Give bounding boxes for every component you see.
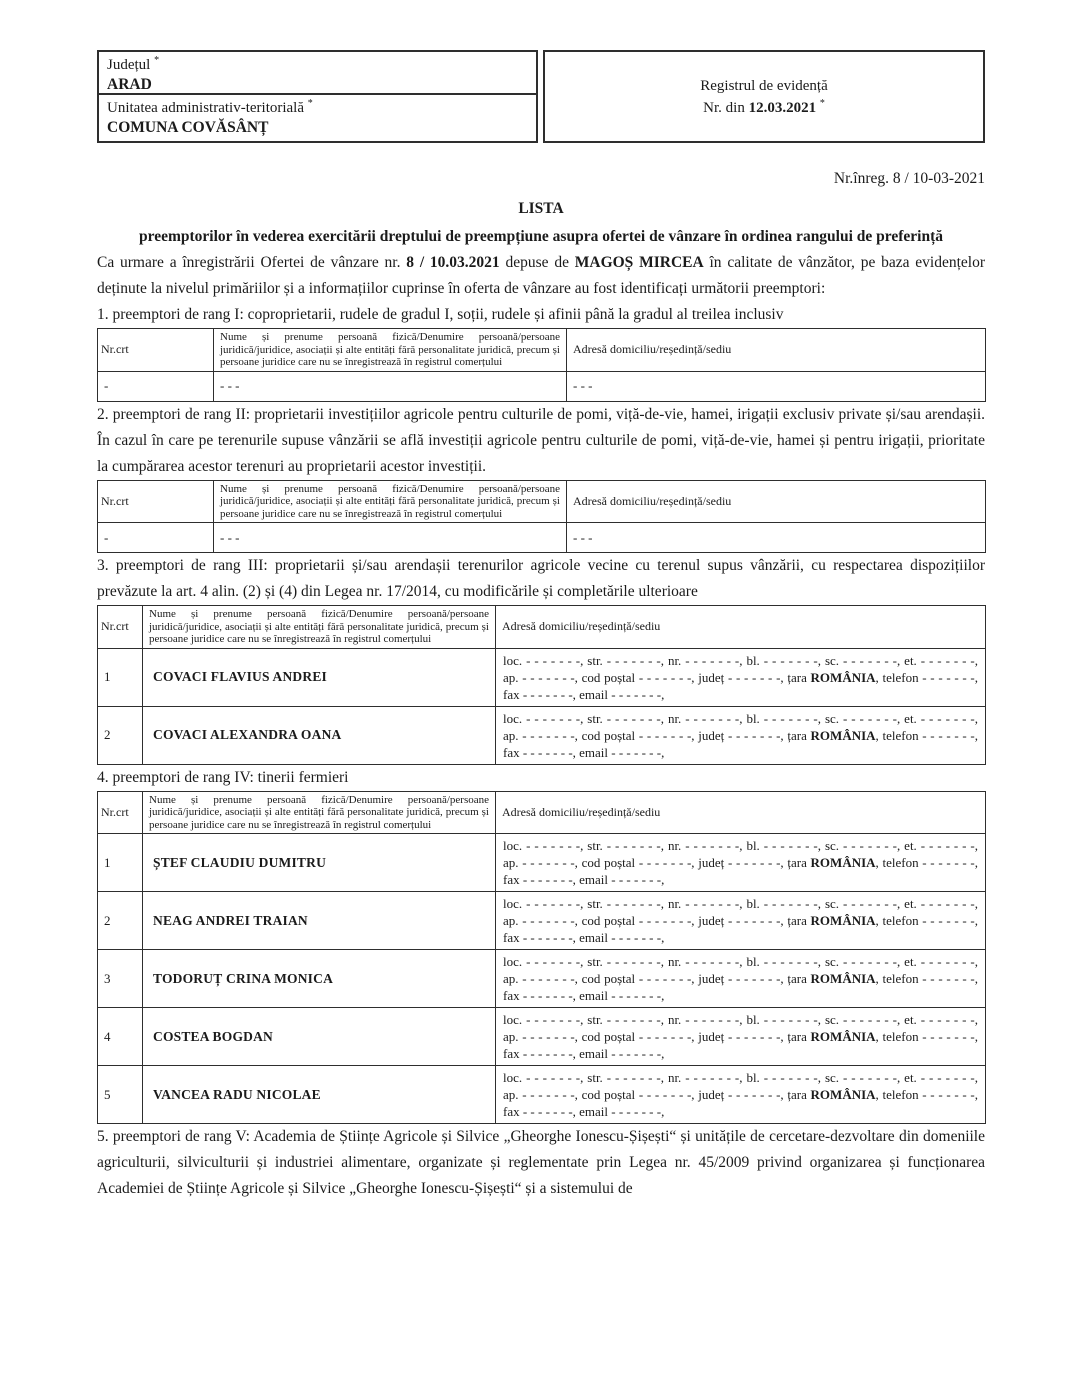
address-line3: fax - - - - - - -, email - - - - - - -, xyxy=(503,1104,665,1119)
cell-num: 5 xyxy=(98,1066,143,1124)
cell-num: 1 xyxy=(98,648,143,706)
col-header-nrcrt: Nr.crt xyxy=(98,480,214,523)
cell-num: 4 xyxy=(98,1008,143,1066)
table-rang2-header xyxy=(98,480,986,523)
cell-num: - xyxy=(98,523,214,553)
seller-name: MAGOȘ MIRCEA xyxy=(574,254,704,271)
cell-name: - - - xyxy=(214,523,567,553)
table-row-preemptor xyxy=(98,1008,986,1066)
table-row-preemptor xyxy=(98,950,986,1008)
address-line1: loc. - - - - - - -, str. - - - - - - -, nr. - - - - - - -, bl. - - - - - - -, sc. - - - - - - -, et. - - - - - - -, xyxy=(503,710,978,726)
address-line2 xyxy=(503,727,978,744)
address-line2-pre: ap. - - - - - - -, cod poștal - - - - - - -, județ - - - - - - -, țara xyxy=(503,1029,811,1044)
address-line1: loc. - - - - - - -, str. - - - - - - -, nr. - - - - - - -, bl. - - - - - - -, sc. - - - - - - -, et. - - - - - - -, xyxy=(503,1070,978,1085)
registry-asterisk: * xyxy=(819,97,825,109)
address-country: ROMÂNIA xyxy=(810,1029,876,1044)
cell-num: 3 xyxy=(98,950,143,1008)
col-header-nrcrt: Nr.crt xyxy=(98,791,143,834)
document-subtitle: preemptorilor în vederea exercitării dreptului de preempțiune asupra ofertei de vânzare în ordinea rangului de preferință xyxy=(138,228,944,245)
col-header-address: Adresă domiciliu/reședință/sediu xyxy=(496,606,986,649)
page-bottom-cutoff xyxy=(0,1356,1079,1400)
registry-box xyxy=(543,50,985,143)
col-header-address: Adresă domiciliu/reședință/sediu xyxy=(567,329,986,372)
address-line2 xyxy=(503,970,978,987)
address-line2-pre: ap. - - - - - - -, cod poștal - - - - - - -, județ - - - - - - -, țara xyxy=(503,669,811,685)
address-line2 xyxy=(503,669,978,686)
address-line1: loc. - - - - - - -, str. - - - - - - -, nr. - - - - - - -, bl. - - - - - - -, sc. - - - - - - -, et. - - - - - - -, xyxy=(503,838,978,853)
address-line3: fax - - - - - - -, email - - - - - - -, xyxy=(503,744,665,760)
uat-label-text: Unitatea administrativ-teritorială xyxy=(107,100,305,116)
address-line1: loc. - - - - - - -, str. - - - - - - -, nr. - - - - - - -, bl. - - - - - - -, sc. - - - - - - -, et. - - - - - - -, xyxy=(503,896,978,911)
address-country: ROMÂNIA xyxy=(810,1087,876,1102)
county-value: ARAD xyxy=(107,76,152,93)
address-line2-pre: ap. - - - - - - -, cod poștal - - - - - - -, județ - - - - - - -, țara xyxy=(503,1087,811,1102)
section-heading-rang5: 5. preemptori de rang V: Academia de Științe Agricole și Silvice „Gheorghe Ionescu-Șișești“ și unitățile de cercetare-dezvoltare din domeniile agriculturii, silviculturii și industriei alimentare, organizate și reglementate prin Legea nr. 45/2009 privind organizarea și funcționarea Academiei de Științe Agricole și Silvice „Gheorghe Ionescu-Șișești“ și a sistemului de xyxy=(97,1128,985,1197)
document-content xyxy=(97,0,985,1202)
address-country: ROMÂNIA xyxy=(810,669,876,685)
offer-number: 8 / 10.03.2021 xyxy=(406,254,500,271)
cell-num: 2 xyxy=(98,892,143,950)
address-line2-pre: ap. - - - - - - -, cod poștal - - - - - - -, județ - - - - - - -, țara xyxy=(503,913,811,928)
cell-num: - xyxy=(98,371,214,401)
registry-title: Registrul de evidență xyxy=(700,77,828,94)
address-line2-post: , telefon - - - - - - -, xyxy=(875,727,978,743)
intro-paragraph xyxy=(97,250,985,302)
registry-number-line xyxy=(703,97,825,119)
address-line3: fax - - - - - - -, email - - - - - - -, xyxy=(503,686,665,702)
intro-text-2: depuse de xyxy=(499,254,575,271)
address-line2-pre: ap. - - - - - - -, cod poștal - - - - - - -, județ - - - - - - -, țara xyxy=(503,971,811,986)
section-heading-rang1: 1. preemptori de rang I: coproprietarii, rudele de gradul I, soții, rudele și afinii până la gradul al treilea inclusiv xyxy=(97,306,784,323)
registration-number: Nr.înreg. 8 / 10-03-2021 xyxy=(833,170,985,187)
cell-address xyxy=(496,1066,986,1124)
header-left-column xyxy=(97,50,538,143)
cell-name: COSTEA BOGDAN xyxy=(143,1008,496,1066)
cell-num: 2 xyxy=(98,706,143,764)
address-line1: loc. - - - - - - -, str. - - - - - - -, nr. - - - - - - -, bl. - - - - - - -, sc. - - - - - - -, et. - - - - - - -, xyxy=(503,954,978,969)
county-label xyxy=(107,55,528,75)
registry-nr-prefix: Nr. din xyxy=(703,99,749,116)
table-row-preemptor xyxy=(98,834,986,892)
cell-name: - - - xyxy=(214,371,567,401)
cell-name: NEAG ANDREI TRAIAN xyxy=(143,892,496,950)
address-line3: fax - - - - - - -, email - - - - - - -, xyxy=(503,872,665,887)
address-line2 xyxy=(503,1028,978,1045)
address-line1: loc. - - - - - - -, str. - - - - - - -, nr. - - - - - - -, bl. - - - - - - -, sc. - - - - - - -, et. - - - - - - -, xyxy=(503,1012,978,1027)
address-country: ROMÂNIA xyxy=(810,855,876,870)
cell-address xyxy=(496,648,986,706)
uat-value: COMUNA COVĂSÂNȚ xyxy=(107,119,269,136)
cell-name: VANCEA RADU NICOLAE xyxy=(143,1066,496,1124)
cell-address xyxy=(496,892,986,950)
registry-nr-value: 12.03.2021 xyxy=(748,99,817,116)
uat-label xyxy=(107,98,528,118)
county-box xyxy=(97,50,538,95)
cell-address xyxy=(496,950,986,1008)
section-heading-rang2: 2. preemptori de rang II: proprietarii investițiilor agricole pentru culturile de pomi, viță-de-vie, hamei, irigații exclusiv private și/sau arendașii. În cazul în care pe terenurile supuse vânzării se află investiții agricole pentru culturile de pomi, viță-de-vie, hamei și pentru irigații, prioritate la cumpărarea acestor terenuri au proprietarii acestor investiții. xyxy=(97,405,985,475)
intro-text-1: Ca urmare a înregistrării Ofertei de vânzare nr. xyxy=(97,254,407,271)
address-line3: fax - - - - - - -, email - - - - - - -, xyxy=(503,1046,665,1061)
col-header-address: Adresă domiciliu/reședință/sediu xyxy=(496,791,986,834)
table-row-empty xyxy=(98,371,986,401)
table-rang3 xyxy=(97,605,986,765)
county-label-text: Județul xyxy=(107,57,151,73)
col-header-name: Nume și prenume persoană fizică/Denumire persoană/persoane juridică/juridice, asociații și alte entități fără personalitate juridică, precum și persoane juridice care nu se înregistrează în registrul comerțului xyxy=(214,480,567,523)
table-rang2 xyxy=(97,480,986,554)
col-header-name: Nume și prenume persoană fizică/Denumire persoană/persoane juridică/juridice, asociații și alte entități fără personalitate juridică, precum și persoane juridice care nu se înregistrează în registrul comerțului xyxy=(214,329,567,372)
cell-address xyxy=(496,706,986,764)
address-line2-post: , telefon - - - - - - -, xyxy=(875,669,978,685)
col-header-name: Nume și prenume persoană fizică/Denumire persoană/persoane juridică/juridice, asociații și alte entități fără personalitate juridică, precum și persoane juridice care nu se înregistrează în registrul comerțului xyxy=(143,791,496,834)
table-rang4-header xyxy=(98,791,986,834)
uat-box xyxy=(97,95,538,143)
table-row-preemptor xyxy=(98,1066,986,1124)
address-line2-post: , telefon - - - - - - -, xyxy=(875,1087,978,1102)
col-header-address: Adresă domiciliu/reședință/sediu xyxy=(567,480,986,523)
address-line2-post: , telefon - - - - - - -, xyxy=(875,855,978,870)
cell-num: 1 xyxy=(98,834,143,892)
col-header-nrcrt: Nr.crt xyxy=(98,329,214,372)
table-row-preemptor xyxy=(98,648,986,706)
cell-name: COVACI FLAVIUS ANDREI xyxy=(143,648,496,706)
address-country: ROMÂNIA xyxy=(810,971,876,986)
document-header xyxy=(97,50,985,143)
cell-address xyxy=(496,1008,986,1066)
address-line1: loc. - - - - - - -, str. - - - - - - -, nr. - - - - - - -, bl. - - - - - - -, sc. - - - - - - -, et. - - - - - - -, xyxy=(503,652,978,668)
address-line2 xyxy=(503,912,978,929)
table-rang1 xyxy=(97,328,986,402)
uat-asterisk: * xyxy=(307,98,313,109)
cell-name: COVACI ALEXANDRA OANA xyxy=(143,706,496,764)
cell-name: ȘTEF CLAUDIU DUMITRU xyxy=(143,834,496,892)
table-row-preemptor xyxy=(98,892,986,950)
address-country: ROMÂNIA xyxy=(810,913,876,928)
cell-address xyxy=(496,834,986,892)
address-line2 xyxy=(503,1086,978,1103)
table-rang3-header xyxy=(98,606,986,649)
address-line2-pre: ap. - - - - - - -, cod poștal - - - - - - -, județ - - - - - - -, țara xyxy=(503,855,811,870)
address-line3: fax - - - - - - -, email - - - - - - -, xyxy=(503,988,665,1003)
table-row-empty xyxy=(98,523,986,553)
col-header-nrcrt: Nr.crt xyxy=(98,606,143,649)
document-title: LISTA xyxy=(518,200,564,217)
cell-address: - - - xyxy=(567,371,986,401)
address-line2-pre: ap. - - - - - - -, cod poștal - - - - - - -, județ - - - - - - -, țara xyxy=(503,727,811,743)
address-line2-post: , telefon - - - - - - -, xyxy=(875,913,978,928)
address-line2 xyxy=(503,854,978,871)
col-header-name: Nume și prenume persoană fizică/Denumire persoană/persoane juridică/juridice, asociații și alte entități fără personalitate juridică, precum și persoane juridice care nu se înregistrează în registrul comerțului xyxy=(143,606,496,649)
address-line2-post: , telefon - - - - - - -, xyxy=(875,1029,978,1044)
section-heading-rang3: 3. preemptori de rang III: proprietarii și/sau arendașii terenurilor agricole vecine cu terenul supus vânzării, cu respectarea dispozițiilor prevăzute la art. 4 alin. (2) și (4) din Legea nr. 17/2014, cu modificările și completările ulterioare xyxy=(97,557,985,600)
cell-address: - - - xyxy=(567,523,986,553)
cell-name: TODORUȚ CRINA MONICA xyxy=(143,950,496,1008)
address-country: ROMÂNIA xyxy=(810,727,876,743)
table-rang4 xyxy=(97,791,986,1125)
county-asterisk: * xyxy=(154,55,160,66)
intro-text-3: în calitate de vânzător, pe baza evidențelor deținute la nivelul primăriilor și a informațiilor cuprinse în oferta de vânzare au fost identificați următorii preemptori: xyxy=(97,254,986,297)
address-line2-post: , telefon - - - - - - -, xyxy=(875,971,978,986)
address-line3: fax - - - - - - -, email - - - - - - -, xyxy=(503,930,665,945)
table-row-preemptor xyxy=(98,706,986,764)
section-heading-rang4: 4. preemptori de rang IV: tinerii fermieri xyxy=(97,768,349,786)
table-rang1-header xyxy=(98,329,986,372)
